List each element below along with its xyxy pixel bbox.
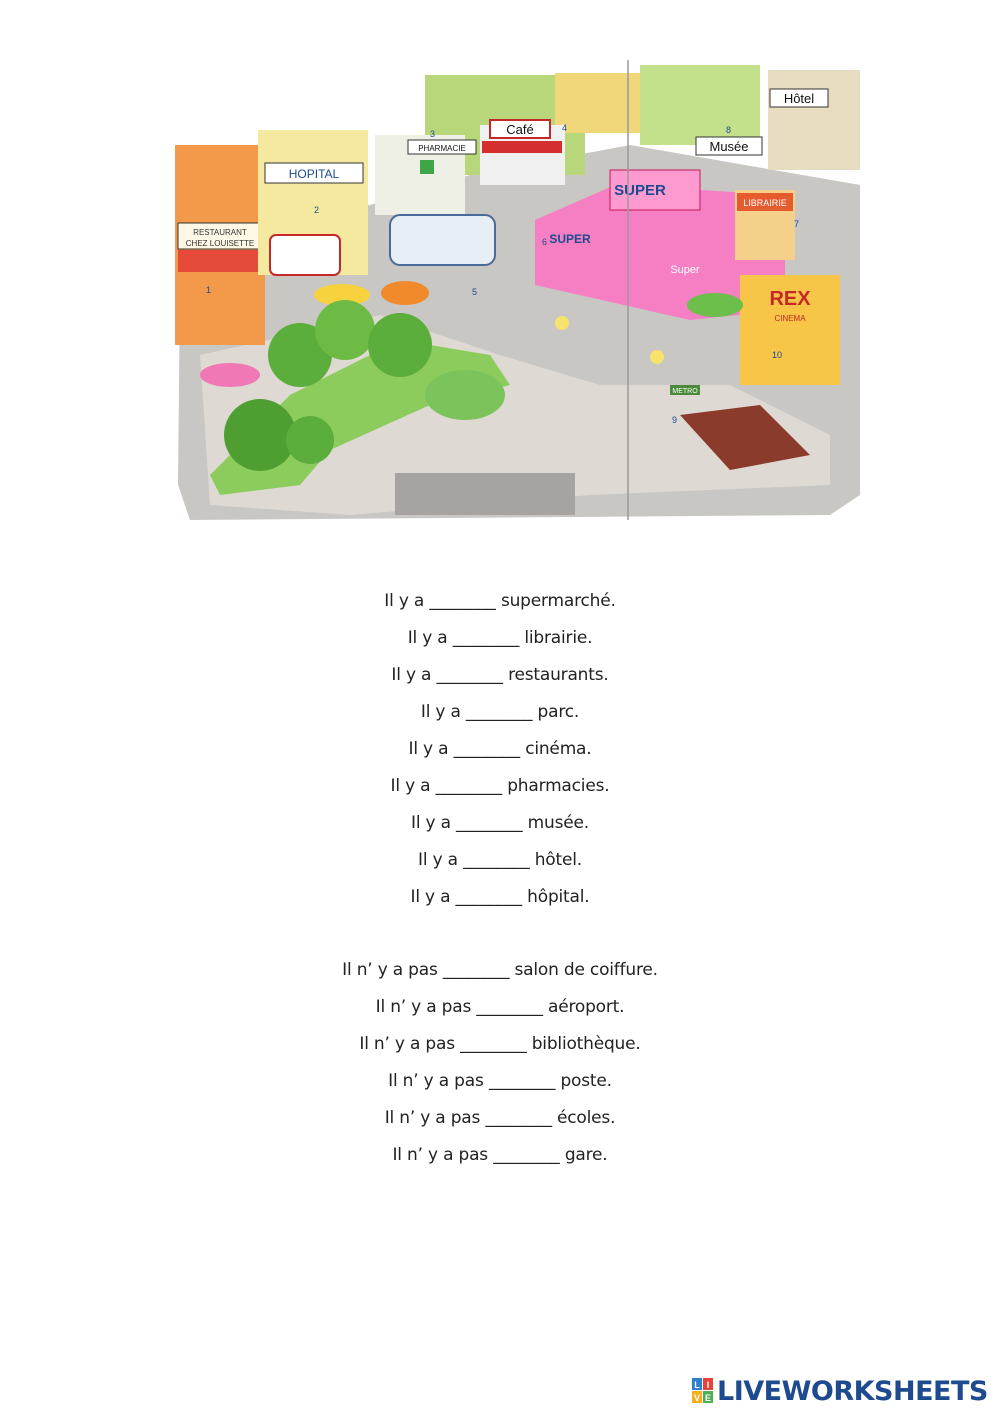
hotel-sign: Hôtel xyxy=(783,91,815,106)
sentence-noun: écoles. xyxy=(557,1108,616,1128)
location-number-7: 7 xyxy=(794,219,800,229)
restaurant-sign-2: CHEZ LOUISETTE xyxy=(185,239,255,248)
answer-blank[interactable]: ________ xyxy=(476,997,543,1017)
answer-blank[interactable]: ________ xyxy=(452,628,520,648)
sentence-noun: librairie. xyxy=(524,628,593,648)
ambulance xyxy=(270,235,340,275)
sentence-affirmative xyxy=(0,697,1000,734)
sentence-noun: aéroport. xyxy=(547,997,625,1017)
sentence-prefix: Il y a xyxy=(407,628,448,648)
car-orange xyxy=(381,281,429,305)
sentence-affirmative xyxy=(0,845,1000,882)
bookshop-sign: LIBRAIRIE xyxy=(743,198,787,208)
answer-blank[interactable]: ________ xyxy=(429,591,496,611)
location-number-9: 9 xyxy=(672,415,678,425)
location-number-10: 10 xyxy=(772,350,783,360)
sentence-prefix: Il y a xyxy=(420,702,461,722)
tree-2 xyxy=(315,300,375,360)
sentence-prefix: Il n’ y a pas xyxy=(392,1145,488,1165)
liveworksheets-wordmark: LIVEWORKSHEETS xyxy=(717,1375,988,1407)
answer-blank[interactable]: ________ xyxy=(493,1145,560,1165)
answer-blank[interactable]: ________ xyxy=(436,665,503,685)
sentence-negative xyxy=(0,1066,1000,1103)
car-pink xyxy=(200,363,260,387)
sentence-prefix: Il n’ y a pas xyxy=(359,1034,455,1054)
worksheet-sentences xyxy=(0,586,1000,1177)
sentence-noun: salon de coiffure. xyxy=(514,960,658,980)
supermarket-side-sign: SUPER xyxy=(549,232,591,246)
cinema-rex-sign: REX xyxy=(769,288,811,310)
sentence-negative xyxy=(0,992,1000,1029)
location-number-2: 2 xyxy=(314,205,320,215)
hotel-building xyxy=(768,70,860,170)
sentence-noun: hôpital. xyxy=(527,887,590,907)
location-number-3: 3 xyxy=(430,129,436,139)
cafe-awning xyxy=(482,141,562,153)
liveworksheets-icon xyxy=(692,1378,714,1404)
lamp-1 xyxy=(555,316,569,330)
sentence-affirmative xyxy=(0,882,1000,919)
answer-blank[interactable]: ________ xyxy=(435,776,502,796)
location-number-6: 6 xyxy=(542,237,548,247)
sentence-prefix: Il y a xyxy=(390,776,431,796)
sentence-noun: hôtel. xyxy=(534,850,582,870)
sentence-affirmative xyxy=(0,771,1000,808)
location-number-4: 4 xyxy=(562,123,568,133)
cafe-sign: Café xyxy=(506,122,534,137)
museum-sign: Musée xyxy=(709,139,749,154)
building-green-right xyxy=(640,65,760,145)
answer-blank[interactable]: ________ xyxy=(460,1034,527,1054)
sentence-affirmative xyxy=(0,586,1000,623)
answer-blank[interactable]: ________ xyxy=(442,960,510,980)
sentence-noun: poste. xyxy=(560,1071,612,1091)
sentence-prefix: Il y a xyxy=(418,850,458,870)
sentence-affirmative xyxy=(0,734,1000,771)
sentence-noun: gare. xyxy=(564,1145,608,1165)
hospital-sign: HOPITAL xyxy=(288,167,340,181)
sentence-affirmative xyxy=(0,623,1000,660)
answer-placeholder-box xyxy=(395,473,575,515)
cinema-sign: CINEMA xyxy=(774,314,806,323)
sentence-noun: restaurants. xyxy=(508,665,609,685)
supermarket-window-sign: Super xyxy=(670,264,700,276)
city-illustration xyxy=(170,55,860,525)
sentence-prefix: Il n’ y a pas xyxy=(384,1108,481,1128)
answer-blank[interactable]: ________ xyxy=(453,739,520,759)
pharmacy-cross xyxy=(420,160,434,174)
restaurant-awning xyxy=(178,250,263,272)
sentence-prefix: Il y a xyxy=(408,739,449,759)
bus xyxy=(390,215,495,265)
logo-letter-l: L xyxy=(694,1380,700,1390)
sentence-prefix: Il n’ y a pas xyxy=(342,960,438,980)
liveworksheets-logo[interactable] xyxy=(692,1374,988,1408)
sentence-negative xyxy=(0,1103,1000,1140)
tree-5 xyxy=(286,416,334,464)
logo-letter-i: I xyxy=(706,1380,710,1390)
sentence-affirmative xyxy=(0,808,1000,845)
answer-blank[interactable]: ________ xyxy=(456,813,523,833)
location-number-5: 5 xyxy=(472,287,478,297)
logo-letter-v: V xyxy=(693,1393,701,1403)
answer-blank[interactable]: ________ xyxy=(463,850,530,870)
supermarket-sign: SUPER xyxy=(614,182,666,199)
sentence-noun: cinéma. xyxy=(525,739,592,759)
answer-blank[interactable]: ________ xyxy=(488,1071,556,1091)
location-number-8: 8 xyxy=(726,125,732,135)
sentence-noun: musée. xyxy=(527,813,589,833)
lamp-2 xyxy=(650,350,664,364)
restaurant-sign-1: RESTAURANT xyxy=(193,228,247,237)
metro-sign: METRO xyxy=(672,388,698,395)
tree-4 xyxy=(224,399,296,471)
location-number-1: 1 xyxy=(206,285,212,295)
tree-3 xyxy=(368,313,432,377)
section-spacer xyxy=(0,919,1000,955)
sentence-negative xyxy=(0,955,1000,992)
sentence-prefix: Il y a xyxy=(384,591,425,611)
sentence-noun: pharmacies. xyxy=(507,776,610,796)
pharmacy-sign: PHARMACIE xyxy=(418,144,466,153)
sentence-noun: supermarché. xyxy=(500,591,616,611)
logo-letter-e: E xyxy=(704,1393,712,1403)
answer-blank[interactable]: ________ xyxy=(485,1108,552,1128)
sentence-prefix: Il y a xyxy=(411,813,451,833)
sentence-negative xyxy=(0,1140,1000,1177)
sentence-noun: bibliothèque. xyxy=(531,1034,641,1054)
sentence-noun: parc. xyxy=(537,702,580,722)
sentence-prefix: Il y a xyxy=(391,665,432,685)
sentence-negative xyxy=(0,1029,1000,1066)
sentence-prefix: Il n’ y a pas xyxy=(388,1071,484,1091)
sentence-prefix: Il n’ y a pas xyxy=(375,997,472,1017)
car-green xyxy=(687,293,743,317)
answer-blank[interactable]: ________ xyxy=(455,887,522,907)
answer-blank[interactable]: ________ xyxy=(465,702,533,722)
sentence-prefix: Il y a xyxy=(410,887,451,907)
sentence-affirmative xyxy=(0,660,1000,697)
building-yellow-top xyxy=(555,73,645,133)
green-kiosk xyxy=(425,370,505,420)
